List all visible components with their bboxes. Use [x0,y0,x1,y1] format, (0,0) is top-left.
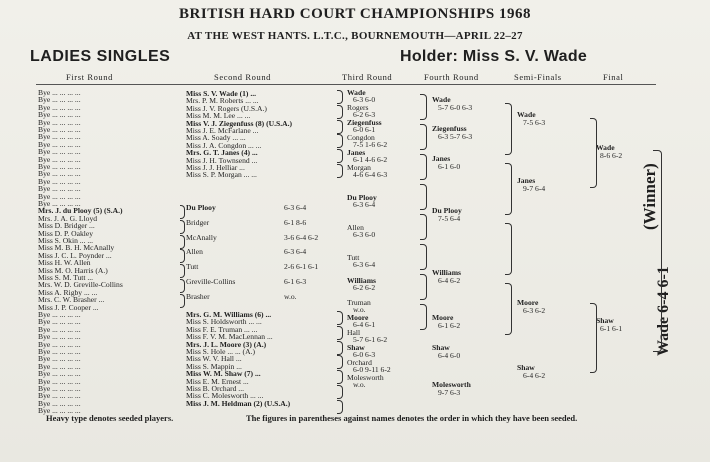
second-round-player: Miss W. M. Shaw (7) ... [186,369,261,379]
bracket-brace [337,355,343,369]
fourth-round-score: 6-4 6-2 [438,276,461,285]
first-round-entry: Bye ... ... ... ... [38,398,81,408]
bracket-brace [180,205,185,219]
third-round-score: 6-0 6-1 [353,125,376,135]
bracket-brace [180,264,185,278]
third-round-score: 6-0 6-3 [353,350,376,360]
second-round-player: Miss J. H. Townsend ... [186,155,258,165]
fourth-round-winner: Ziegenfuss [432,124,467,133]
first-round-entry: Bye ... ... ... ... [38,361,81,371]
second-round-score: 6-1 6-3 [284,277,307,286]
second-round-score: 6-3 6-4 [284,203,307,212]
first-round-entry: Bye ... ... ... ... [38,354,81,364]
semi-final-winner: Shaw [517,363,535,372]
second-round-score: 6-3 6-4 [284,247,307,257]
second-round-player: Miss A. Soady ... ... [186,133,246,143]
first-round-entry: Bye ... ... ... ... [38,169,81,179]
third-round-score: 6-1 4-6 6-2 [353,155,388,165]
winner-label: (Winner) [640,163,659,230]
first-round-entry: Mrs. J. A. G. Lloyd [38,213,98,223]
first-round-entry: Bye ... ... ... ... [38,139,81,149]
third-round-winner: Du Plooy [347,193,377,202]
first-round-entry: Bye ... ... ... ... [38,162,81,171]
second-round-player: Mrs. G. M. Williams (6) ... [186,310,272,319]
bracket-brace [337,385,343,399]
header-final: Final [603,72,624,82]
header-first-round: First Round [66,72,113,82]
second-round-player: Bridger [186,217,210,227]
first-round-entry: Miss D. Bridger ... [38,221,95,231]
header-rule [36,84,656,85]
bracket-brace [337,370,343,384]
second-round-player: Miss J. M. Heldman (2) (U.S.A.) [186,398,291,408]
bracket-brace [420,244,427,270]
third-round-winner: Tutt [347,253,360,262]
third-round-winner: Ziegenfuss [347,118,382,127]
first-round-entry: Miss S. Okin ... ... [38,236,94,245]
first-round-entry: Mrs. W. D. Greville-Collins [38,280,123,290]
third-round-score: 6-2 6-3 [353,110,376,120]
header-third-round: Third Round [342,72,393,82]
footnote-order: The figures in parentheses against names denotes the order in which they have been seeded. [246,413,578,423]
first-round-entry: Bye ... ... ... ... [38,154,81,164]
second-round-player: Miss V. J. Ziegenfuss (8) (U.S.A.) [186,118,293,128]
bracket-brace [420,154,427,180]
first-round-entry: Bye ... ... ... ... [38,376,81,386]
second-round-player: Mrs. G. T. Janes (4) ... [186,148,258,158]
event-title: LADIES SINGLES [30,48,171,65]
third-round-score: 6-2 6-2 [353,283,376,293]
first-round-entry: Bye ... ... ... ... [38,384,81,393]
second-round-player: Miss J. V. Rogers (U.S.A.) [186,103,267,113]
third-round-winner: Morgan [347,163,371,172]
first-round-entry: Bye ... ... ... ... [38,95,81,105]
bracket-brace [337,341,343,355]
page-title: BRITISH HARD COURT CHAMPIONSHIPS 1968 [179,6,531,22]
second-round-player: Miss W. V. Hall ... [186,354,242,364]
first-round-entry: Bye ... ... ... ... [38,332,81,342]
fourth-round-winner: Moore [432,313,454,322]
second-round-player: Miss S. Holdsworth ... ... [186,317,262,327]
holder-label: Holder: Miss S. V. Wade [400,48,588,65]
second-round-player: Miss S. Hole ... ... (A.) [186,347,255,356]
second-round-player: Tutt [186,262,199,272]
second-round-player: Miss S. Mappin ... [186,361,242,371]
second-round-player: Miss J. E. McFarlane ... [186,126,259,135]
semi-final-score: 6-3 6-2 [523,306,546,315]
second-round-player: Miss M. M. Lee ... ... [186,111,251,121]
bracket-brace [505,103,512,155]
first-round-entry: Bye ... ... ... ... [38,125,81,134]
third-round-score: 4-6 6-4 6-3 [353,170,388,180]
second-round-score: 3-6 6-4 6-2 [284,232,319,242]
second-round-player: Miss F. V. M. MacLennan ... [186,332,273,342]
third-round-score: 6-3 6-0 [353,230,376,240]
first-round-entry: Miss H. W. Allen [38,258,91,268]
fourth-round-score: 6-1 6-2 [438,321,461,330]
bracket-brace [420,94,427,120]
third-round-score: 6-0 9-11 6-2 [353,365,391,375]
bracket-brace [337,134,343,148]
first-round-entry: Miss J. P. Cooper ... [38,302,99,312]
third-round-score: w.o. [353,305,366,315]
first-round-entry: Bye ... ... ... ... [38,132,81,142]
third-round-winner: Williams [347,276,376,285]
header-second-round: Second Round [214,72,272,82]
bracket-brace [337,149,343,163]
first-round-entry: Bye ... ... ... ... [38,102,81,112]
final-score: 8-6 6-2 [600,151,623,160]
fourth-round-winner: Du Plooy [432,206,462,215]
second-round-player: Allen [186,247,203,257]
third-round-score: 6-3 6-4 [353,200,376,210]
fourth-round-winner: Wade [432,95,451,104]
bracket-brace [180,294,185,308]
third-round-winner: Molesworth [347,373,384,382]
first-round-entry: Bye ... ... ... ... [38,310,81,319]
bracket-brace [337,326,343,340]
semi-final-score: 6-4 6-2 [523,371,546,380]
first-round-entry: Mrs. J. du Plooy (5) (S.A.) [38,206,123,216]
third-round-score: 7-5 1-6 6-2 [353,140,388,150]
semi-final-score: 7-5 6-3 [523,118,546,127]
second-round-player: Du Plooy [186,203,216,212]
bracket-brace [337,400,343,414]
third-round-winner: Rogers [347,103,369,112]
third-round-winner: Shaw [347,343,365,352]
first-round-entry: Bye ... ... ... ... [38,339,81,349]
second-round-player: Miss B. Orchard ... [186,384,245,393]
bracket-brace [505,223,512,275]
fourth-round-winner: Janes [432,154,451,163]
bracket-brace [505,163,512,215]
second-round-player: Miss S. P. Morgan ... ... [186,170,257,180]
first-round-entry: Bye ... ... ... ... [38,117,81,127]
first-round-entry: Bye ... ... ... ... [38,347,81,356]
fourth-round-score: 7-5 6-4 [438,214,461,223]
second-round-player: Mrs. P. M. Roberts ... ... [186,96,259,106]
final-score: 6-1 6-1 [600,324,623,333]
bracket-brace [180,220,185,234]
semi-final-winner: Moore [517,298,539,307]
final-winner: Wade [596,143,615,152]
bracket-brace [337,120,343,134]
fourth-round-winner: Williams [432,268,461,277]
third-round-score: 6-3 6-4 [353,260,376,270]
first-round-entry: Bye ... ... ... ... [38,199,81,208]
fourth-round-score: 9-7 6-3 [438,388,461,397]
third-round-winner: Orchard [347,358,372,367]
second-round-score: 6-1 8-6 [284,217,307,227]
bracket-brace [180,249,185,263]
bracket-brace [337,90,343,104]
bracket-brace [590,303,597,373]
fourth-round-score: 5-7 6-0 6-3 [438,103,473,112]
second-round-player: Miss C. Molesworth ... ... [186,391,264,401]
first-round-entry: Bye ... ... ... ... [38,176,81,186]
semi-final-winner: Janes [517,176,536,185]
third-round-winner: Congdon [347,133,375,142]
first-round-entry: Bye ... ... ... ... [38,147,81,157]
first-round-entry: Bye ... ... ... ... [38,406,81,416]
first-round-entry: Bye ... ... ... ... [38,110,81,120]
bracket-brace [420,184,427,210]
first-round-entry: Bye ... ... ... ... [38,324,81,334]
second-round-player: Miss S. V. Wade (1) ... [186,89,257,98]
bracket-brace [180,279,185,293]
third-round-winner: Janes [347,148,366,157]
first-round-entry: Miss J. C. L. Poynder ... [38,250,112,260]
third-round-score: 5-7 6-1 6-2 [353,335,388,345]
third-round-score: w.o. [353,380,366,390]
semi-final-winner: Wade [517,110,536,119]
bracket-brace [337,164,343,178]
final-winner: Shaw [596,316,614,325]
fourth-round-score: 6-1 6-0 [438,162,461,171]
third-round-score: 6-3 6-0 [353,95,376,105]
header-fourth-round: Fourth Round [424,72,479,82]
second-round-player: Greville-Collins [186,277,236,286]
second-round-player: Miss J. J. Helliar ... [186,163,245,172]
header-semi-finals: Semi-Finals [514,72,562,82]
first-round-entry: Miss M. O. Harris (A.) [38,265,108,275]
first-round-entry: Bye ... ... ... ... [38,184,81,194]
second-round-player: McAnally [186,232,217,242]
first-round-entry: Bye ... ... ... ... [38,317,81,327]
second-round-player: Miss E. M. Ernest ... [186,376,249,386]
bracket-brace [337,105,343,119]
winner-name: Wade 6-4 6-1 [655,266,672,356]
second-round-player: Mrs. J. L. Moore (3) (A.) [186,339,267,349]
first-round-entry: Bye ... ... ... ... [38,391,81,401]
bracket-brace [420,124,427,150]
second-round-score: 2-6 6-1 6-1 [284,262,319,272]
first-round-entry: Miss D. P. Oakley [38,228,94,238]
venue-subtitle: AT THE WEST HANTS. L.T.C., BOURNEMOUTH—APRIL 22–27 [187,30,523,42]
third-round-winner: Moore [347,313,369,322]
bracket-brace [420,214,427,240]
second-round-player: Miss F. E. Truman ... ... [186,324,258,334]
fourth-round-score: 6-3 5-7 6-3 [438,132,473,141]
second-round-player: Brasher [186,291,210,301]
first-round-entry: Miss A. Rigby ... ... [38,287,98,297]
first-round-entry: Bye ... ... ... ... [38,369,81,379]
first-round-entry: Mrs. C. W. Brasher ... [38,295,105,305]
second-round-player: Miss J. A. Congdon ... ... [186,140,262,150]
first-round-entry: Miss M. B. H. McAnally [38,243,115,253]
third-round-winner: Wade [347,88,366,97]
first-round-entry: Miss S. M. Tutt ... [38,273,94,282]
first-round-entry: Bye ... ... ... ... [38,191,81,201]
bracket-brace [505,283,512,335]
third-round-winner: Allen [347,223,364,232]
third-round-score: 6-4 6-1 [353,320,376,330]
semi-final-score: 9-7 6-4 [523,184,546,193]
fourth-round-winner: Molesworth [432,380,471,389]
bracket-brace [420,304,427,330]
bracket-brace [180,235,185,249]
third-round-winner: Truman [347,298,371,307]
bracket-brace [590,118,597,188]
footnote-seeding: Heavy type denotes seeded players. [46,413,174,423]
second-round-score: w.o. [284,291,297,301]
fourth-round-score: 6-4 6-0 [438,351,461,360]
bracket-brace [653,150,662,352]
bracket-brace [337,311,343,325]
third-round-winner: Hall [347,328,361,337]
bracket-brace [420,274,427,300]
fourth-round-winner: Shaw [432,343,450,352]
first-round-entry: Bye ... ... ... ... [38,88,81,97]
